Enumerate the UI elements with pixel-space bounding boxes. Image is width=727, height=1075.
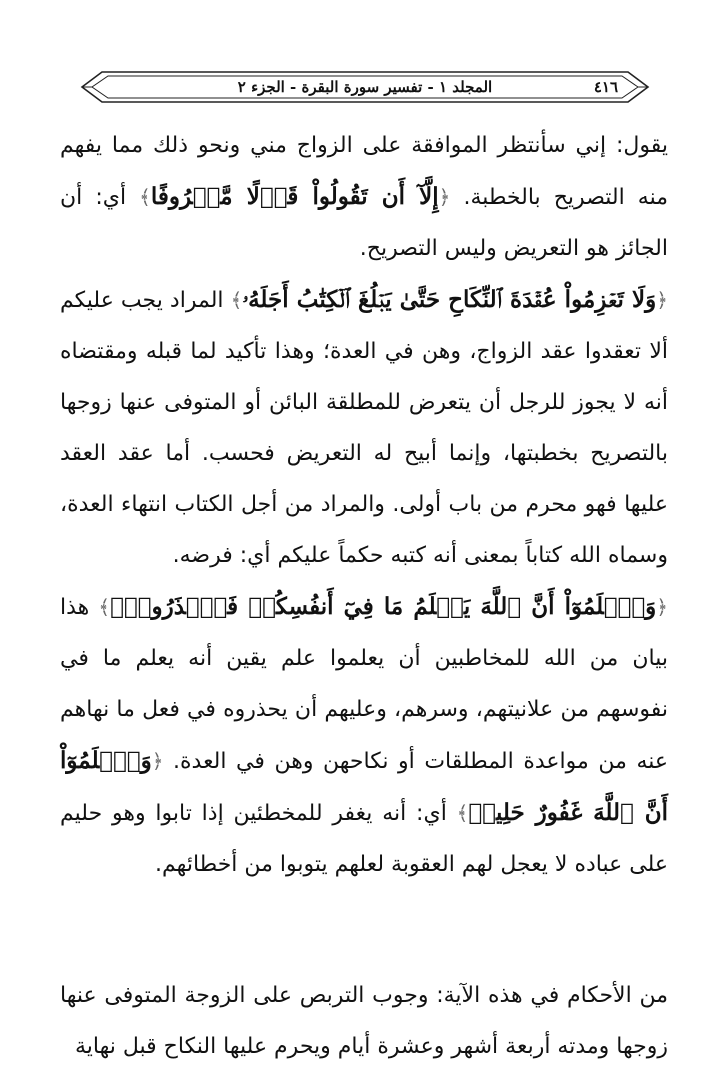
verse-ornament-close: ﴾ [230, 288, 243, 312]
section-gap [60, 890, 668, 970]
verse-ornament-open: ﴿ [438, 185, 451, 209]
paragraph-4 [60, 970, 668, 1072]
quran-verse: وَلَا تَعۡزِمُواْ عُقۡدَةَ ٱلنِّكَاحِ حَتَّىٰ يَبۡلُغَ ٱلۡكِتَٰبُ أَجَلَهُۥ [242, 286, 657, 313]
verse-ornament-close: ﴾ [456, 801, 469, 825]
verse-ornament-close: ﴾ [139, 185, 151, 209]
body-text: أي: أن الجائز هو التعريض وليس التصريح. [60, 185, 668, 261]
page-number: ٤١٦ [593, 78, 618, 96]
paragraph-1 [60, 120, 668, 274]
running-title: المجلد ١ - تفسير سورة البقرة - الجزء ٢ [237, 78, 493, 96]
body-text: المراد يجب عليكم ألا تعقدوا عقد الزواج، وهن في العدة؛ وهذا تأكيد لما قبله ومقتضاه أنه لا يجوز للرجل أن يتعرض للمطلقة البائن أو المتوفى عنها زوجها بالتصريح بخطبتها، وإنما أبيح له التعريض فحسب. أما عقد العقد عليها فهو محرم من باب أولى. والمراد من أجل الكتاب انتهاء العدة، وسماه الله كتاباً بمعنى أنه كتبه حكماً عليكم أي: فرضه. [60, 288, 668, 568]
page-body [60, 120, 668, 1072]
body-text: أي: أنه يغفر للمخطئين إذا تابوا وهو حليم على عباده لا يعجل لهم العقوبة لعلهم يتوبوا من أخطائهم. [60, 801, 668, 877]
verse-ornament-open: ﴿ [656, 595, 668, 619]
page-header [80, 64, 650, 110]
body-text: هذا بيان من الله للمخاطبين أن يعلموا علم يقين أنه يعلم ما في نفوسهم من علانيتهم، وسرهم، وعليهم أن يحذروه في فعل ما نهاهم عنه من مواعدة المطلقات أو نكاحهن وهن في العدة. [60, 595, 668, 774]
paragraph-3 [60, 581, 668, 890]
verse-ornament-open: ﴿ [656, 288, 668, 312]
body-text: يقول: إني سأنتظر الموافقة على الزواج مني ونحو ذلك مما يفهم منه التصريح بالخطبة. [60, 133, 669, 210]
body-text: من الأحكام في هذه الآية: وجوب التربص على الزوجة المتوفى عنها زوجها ومدته أربعة أشهر وعشرة أيام ويحرم عليها النكاح قبل نهاية [60, 983, 668, 1059]
quran-verse: إِلَّآ أَن تَقُولُواْ قَوۡلًا مَّعۡرُوفًا [150, 183, 439, 210]
quran-verse: وَٱعۡلَمُوٓاْ أَنَّ ٱللَّهَ غَفُورٌ حَلِيمٞ [60, 747, 668, 826]
verse-ornament-close: ﴾ [98, 595, 111, 619]
paragraph-2 [60, 274, 668, 581]
verse-ornament-open: ﴿ [151, 749, 164, 773]
quran-verse: وَٱعۡلَمُوٓاْ أَنَّ ٱللَّهَ يَعۡلَمُ مَا فِيٓ أَنفُسِكُمۡ فَٱحۡذَرُوهُۚ [110, 593, 657, 620]
